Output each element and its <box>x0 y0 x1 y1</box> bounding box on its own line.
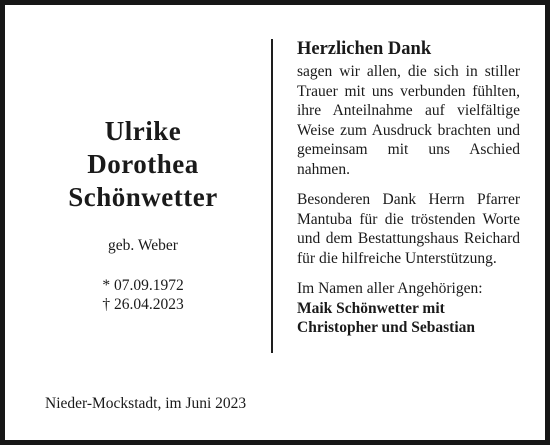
signer-line-2: Christopher und Sebastian <box>297 318 476 336</box>
maiden-name: geb. Weber <box>108 237 178 254</box>
signers <box>297 299 520 337</box>
deceased-first-name: Ulrike <box>104 116 182 146</box>
thanks-title: Herzlichen Dank <box>297 39 432 59</box>
deceased-last-name: Schönwetter <box>68 182 218 212</box>
thanks-paragraph-special: Besonderen Dank Herrn Pfarrer Mantuba für die tröstenden Worte und dem Bestattungshaus Reichard für die hilfreiche Unterstützung. <box>297 191 520 267</box>
life-dates <box>35 276 251 314</box>
vertical-divider <box>271 39 273 353</box>
thanks-block <box>297 38 520 337</box>
death-date: † 26.04.2023 <box>102 296 184 313</box>
deceased-block <box>35 115 251 314</box>
deceased-middle-name: Dorothea <box>87 149 199 179</box>
birth-date: * 07.09.1972 <box>102 277 184 294</box>
thanks-paragraph-general: sagen wir allen, die sich in stiller Trauer mit uns verbunden fühlten, ihre Anteilnahme auf vielfältige Weise zum Ausdruck brachten und gemeinsam mit uns Aschied nahmen. <box>297 63 520 178</box>
signer-line-1: Maik Schönwetter mit <box>297 299 445 317</box>
deceased-name <box>35 115 251 214</box>
place-date: Nieder-Mockstadt, im Juni 2023 <box>45 395 247 412</box>
signature-intro: Im Namen aller Angehörigen: <box>297 280 483 297</box>
